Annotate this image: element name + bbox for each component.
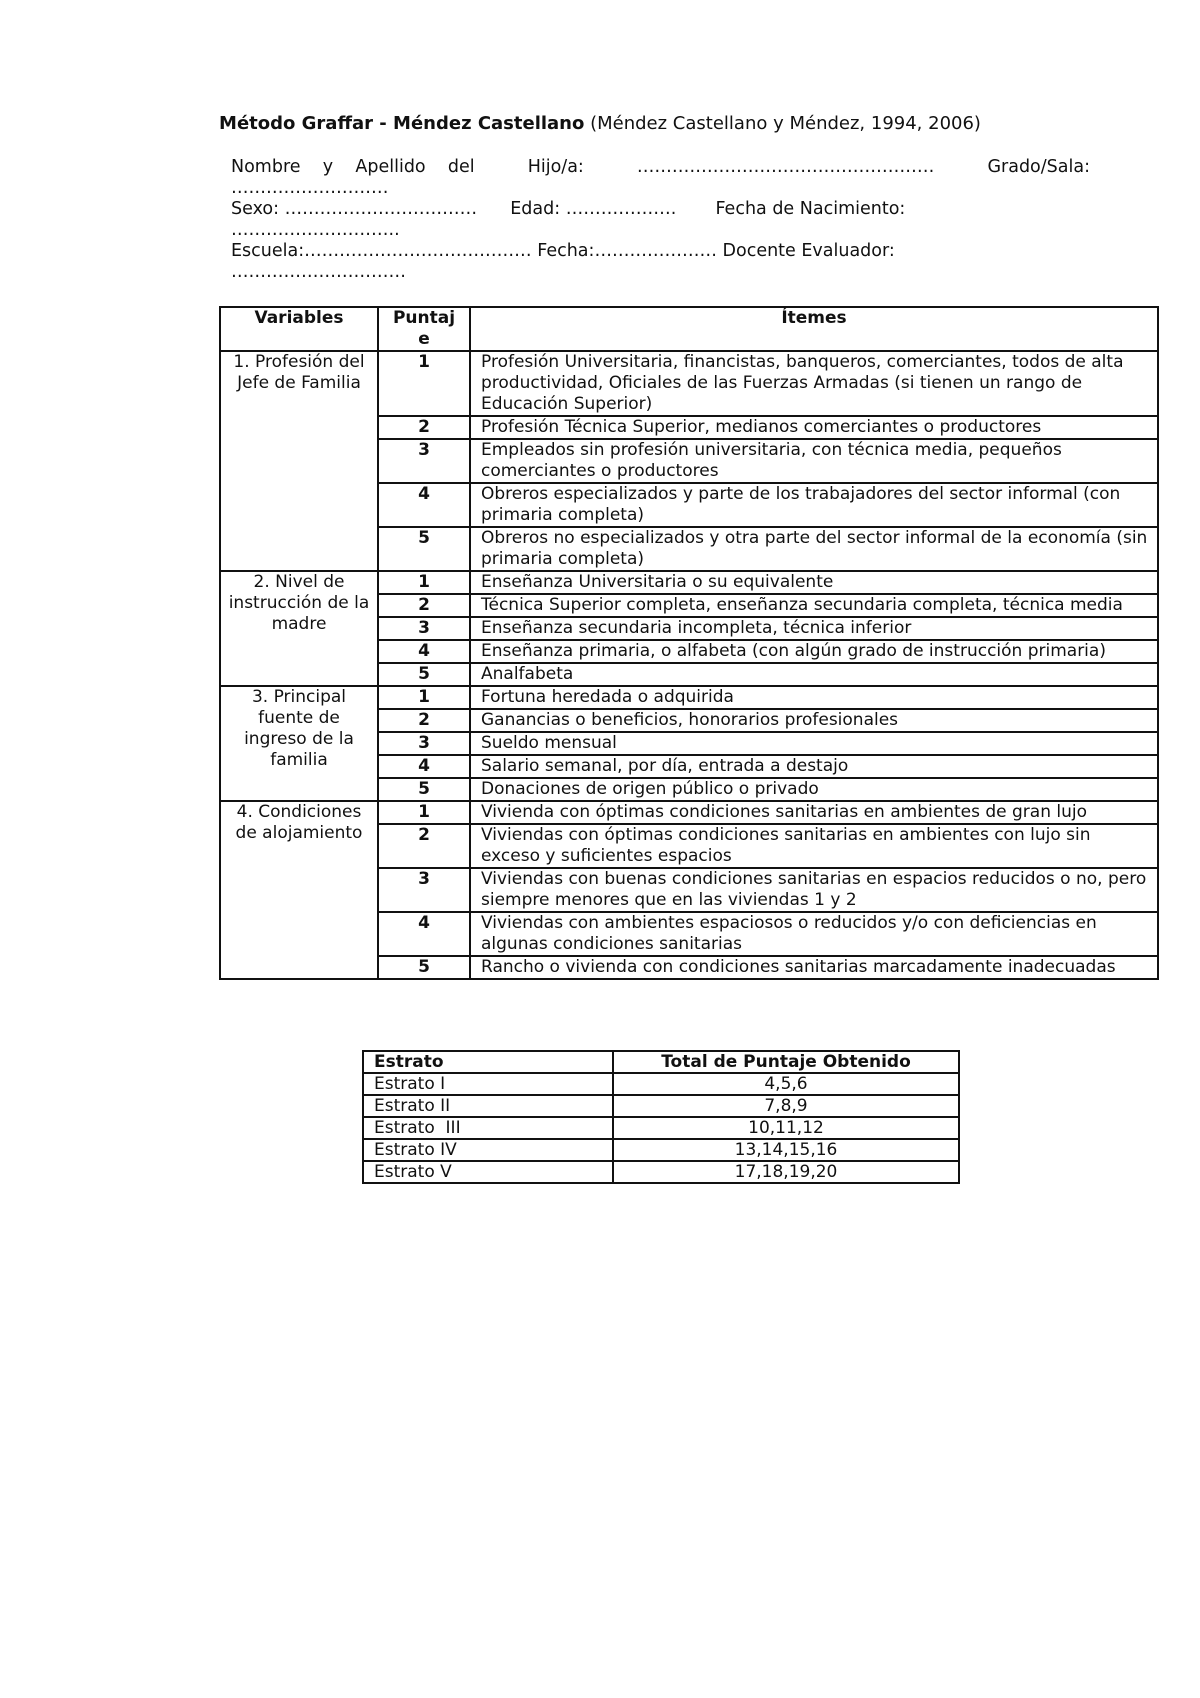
header-items: Ítemes: [470, 307, 1158, 351]
header-total: Total de Puntaje Obtenido: [613, 1051, 959, 1073]
item-cell: Obreros especializados y parte de los trabajadores del sector informal (con primaria completa): [470, 483, 1158, 527]
score-cell: 5: [378, 956, 470, 979]
score-cell: 5: [378, 663, 470, 686]
edad-label: Edad:: [510, 199, 561, 219]
item-cell: Fortuna heredada o adquirida: [470, 686, 1158, 709]
nombre-label: Nombre y Apellido del: [231, 157, 475, 177]
score-cell: 1: [378, 571, 470, 594]
item-cell: Viviendas con buenas condiciones sanitarias en espacios reducidos o no, pero siempre menores que en las viviendas 1 y 2: [470, 868, 1158, 912]
graffar-table: [219, 306, 1159, 980]
estrato-total: 17,18,19,20: [613, 1161, 959, 1183]
edad-field[interactable]: ……………….: [565, 199, 677, 219]
score-cell: 5: [378, 527, 470, 571]
score-cell: 2: [378, 709, 470, 732]
score-cell: 4: [378, 640, 470, 663]
score-cell: 3: [378, 617, 470, 640]
estrato-table: [362, 1050, 960, 1184]
item-cell: Salario semanal, por día, entrada a destajo: [470, 755, 1158, 778]
variable-cell: 3. Principal fuente de ingreso de la familia: [220, 686, 378, 801]
table-row: [220, 571, 1158, 594]
header-puntaje: Puntaj e: [378, 307, 470, 351]
variable-cell: 1. Profesión del Jefe de Familia: [220, 351, 378, 571]
graffar-table-body: [220, 351, 1158, 979]
item-cell: Obreros no especializados y otra parte del sector informal de la economía (sin primaria completa): [470, 527, 1158, 571]
sexo-label: Sexo:: [231, 199, 279, 219]
sexo-field[interactable]: ……………………………: [284, 199, 478, 219]
item-cell: Enseñanza secundaria incompleta, técnica inferior: [470, 617, 1158, 640]
score-cell: 3: [378, 732, 470, 755]
score-cell: 2: [378, 824, 470, 868]
variable-cell: 2. Nivel de instrucción de la madre: [220, 571, 378, 686]
item-cell: Rancho o vivienda con condiciones sanitarias marcadamente inadecuadas: [470, 956, 1158, 979]
table-row: [363, 1139, 959, 1161]
item-cell: Empleados sin profesión universitaria, con técnica media, pequeños comerciantes o productores: [470, 439, 1158, 483]
fecha-label: Fecha:: [537, 241, 595, 261]
docente-field[interactable]: …………………………: [231, 262, 406, 282]
score-cell: 1: [378, 351, 470, 416]
estrato-name: Estrato IV: [363, 1139, 613, 1161]
page-title: [0, 113, 1200, 134]
score-cell: 2: [378, 594, 470, 617]
docente-label: Docente Evaluador:: [722, 241, 895, 261]
score-cell: 1: [378, 686, 470, 709]
estrato-total: 4,5,6: [613, 1073, 959, 1095]
nacimiento-label: Fecha de Nacimiento:: [715, 199, 906, 219]
item-cell: Técnica Superior completa, enseñanza secundaria completa, técnica media: [470, 594, 1158, 617]
item-cell: Enseñanza primaria, o alfabeta (con algún grado de instrucción primaria): [470, 640, 1158, 663]
score-cell: 1: [378, 801, 470, 824]
nacimiento-field[interactable]: ………………………..: [231, 220, 400, 240]
estrato-name: Estrato II: [363, 1095, 613, 1117]
estrato-total: 10,11,12: [613, 1117, 959, 1139]
score-cell: 5: [378, 778, 470, 801]
item-cell: Viviendas con ambientes espaciosos o reducidos y/o con deficiencias en algunas condiciones sanitarias: [470, 912, 1158, 956]
estrato-name: Estrato III: [363, 1117, 613, 1139]
grado-field[interactable]: ………………………: [231, 178, 389, 198]
score-cell: 4: [378, 755, 470, 778]
table-row: [363, 1073, 959, 1095]
form-row-escuela: [231, 241, 1090, 283]
table-row: [363, 1095, 959, 1117]
score-cell: 2: [378, 416, 470, 439]
estrato-total: 7,8,9: [613, 1095, 959, 1117]
score-cell: 3: [378, 439, 470, 483]
title-main: Método Graffar - Méndez Castellano: [219, 113, 585, 134]
table-row: [363, 1117, 959, 1139]
grado-label: Grado/Sala:: [987, 157, 1090, 177]
escuela-label: Escuela:: [231, 241, 305, 261]
estrato-name: Estrato I: [363, 1073, 613, 1095]
escuela-field[interactable]: …………………………………: [304, 241, 532, 261]
table-header-row: [220, 307, 1158, 351]
hijo-field[interactable]: ……………………………………………: [636, 157, 935, 177]
item-cell: Vivienda con óptimas condiciones sanitarias en ambientes de gran lujo: [470, 801, 1158, 824]
header-variables: Variables: [220, 307, 378, 351]
table-row: [363, 1161, 959, 1183]
fecha-field[interactable]: …………………: [594, 241, 717, 261]
title-citation: (Méndez Castellano y Méndez, 1994, 2006): [584, 113, 981, 134]
form-row-nombre: [231, 157, 1090, 199]
item-cell: Ganancias o beneficios, honorarios profesionales: [470, 709, 1158, 732]
table-row: [220, 686, 1158, 709]
score-cell: 4: [378, 912, 470, 956]
hijo-label: Hijo/a:: [527, 157, 584, 177]
score-cell: 3: [378, 868, 470, 912]
form-row-sexo: [231, 199, 1090, 241]
score-cell: 4: [378, 483, 470, 527]
estrato-header-row: [363, 1051, 959, 1073]
item-cell: Donaciones de origen público o privado: [470, 778, 1158, 801]
estrato-total: 13,14,15,16: [613, 1139, 959, 1161]
item-cell: Sueldo mensual: [470, 732, 1158, 755]
item-cell: Profesión Técnica Superior, medianos comerciantes o productores: [470, 416, 1158, 439]
item-cell: Enseñanza Universitaria o su equivalente: [470, 571, 1158, 594]
estrato-name: Estrato V: [363, 1161, 613, 1183]
item-cell: Profesión Universitaria, financistas, banqueros, comerciantes, todos de alta productividad, Oficiales de las Fuerzas Armadas (si tienen un rango de Educación Superior): [470, 351, 1158, 416]
header-estrato: Estrato: [363, 1051, 613, 1073]
item-cell: Viviendas con óptimas condiciones sanitarias en ambientes con lujo sin exceso y suficientes espacios: [470, 824, 1158, 868]
variable-cell: 4. Condiciones de alojamiento: [220, 801, 378, 979]
item-cell: Analfabeta: [470, 663, 1158, 686]
table-row: [220, 351, 1158, 416]
table-row: [220, 801, 1158, 824]
